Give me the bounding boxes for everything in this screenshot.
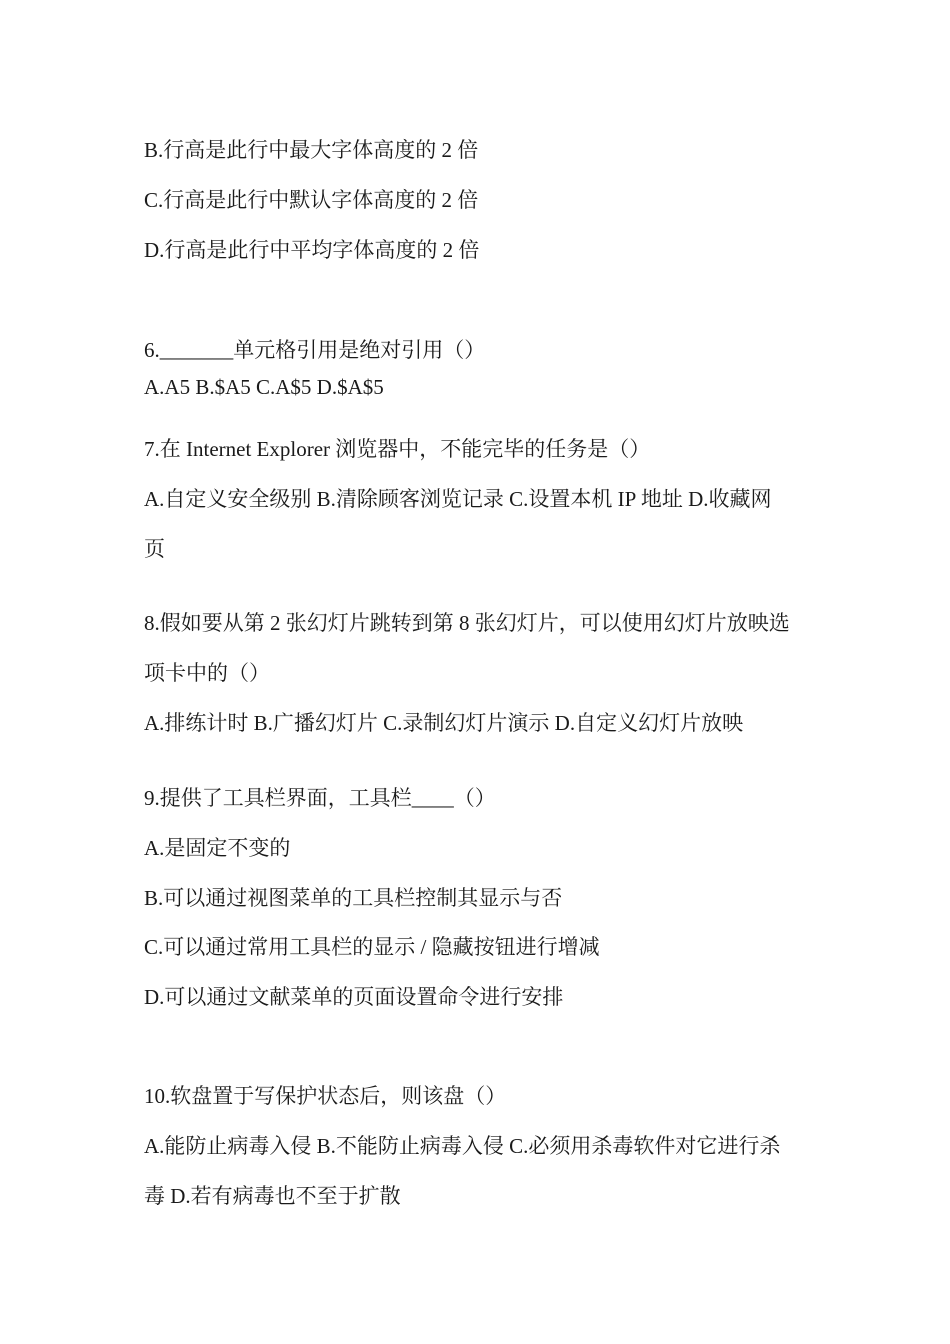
q7-options-line2: 页 [144,537,165,561]
q10-options-line2: 毒 D.若有病毒也不至于扩散 [144,1184,401,1208]
q8-question-line1: 8.假如要从第 2 张幻灯片跳转到第 8 张幻灯片，可以使用幻灯片放映选 [144,611,790,635]
q5-option-d: D.行高是此行中平均字体高度的 2 倍 [144,238,480,262]
q7-options-line1: A.自定义安全级别 B.清除顾客浏览记录 C.设置本机 IP 地址 D.收藏网 [144,487,772,511]
q10-options-line1: A.能防止病毒入侵 B.不能防止病毒入侵 C.必须用杀毒软件对它进行杀 [144,1134,781,1158]
q9-question: 9.提供了工具栏界面，工具栏____（） [144,786,496,810]
q6-question: 6._______单元格引用是绝对引用（） [144,338,486,362]
q9-option-c: C.可以通过常用工具栏的显示 / 隐藏按钮进行增减 [144,935,600,959]
q5-option-c: C.行高是此行中默认字体高度的 2 倍 [144,188,479,212]
q5-option-b: B.行高是此行中最大字体高度的 2 倍 [144,138,479,162]
q9-option-d: D.可以通过文献菜单的页面设置命令进行安排 [144,985,564,1009]
q10-question: 10.软盘置于写保护状态后，则该盘（） [144,1084,507,1108]
q8-options: A.排练计时 B.广播幻灯片 C.录制幻灯片演示 D.自定义幻灯片放映 [144,711,744,735]
q9-option-b: B.可以通过视图菜单的工具栏控制其显示与否 [144,886,563,910]
q9-option-a: A.是固定不变的 [144,836,291,860]
q7-question: 7.在 Internet Explorer 浏览器中，不能完毕的任务是（） [144,437,651,461]
q6-options: A.A5 B.$A5 C.A$5 D.$A$5 [144,375,384,399]
q8-question-line2: 项卡中的（） [144,661,270,685]
